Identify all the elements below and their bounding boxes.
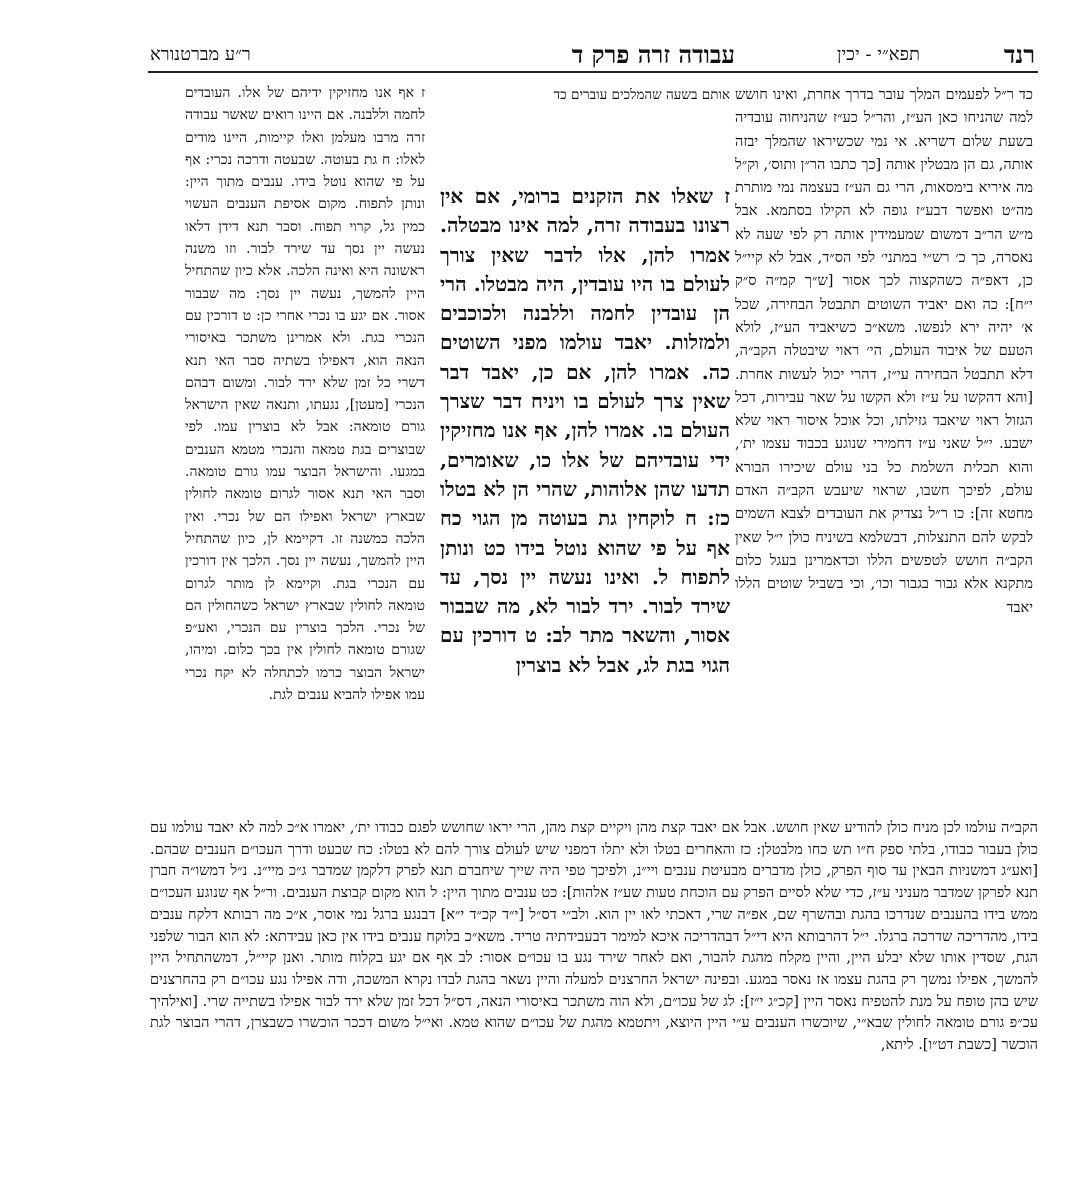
page-title: עבודה זרה פרק ד (571, 40, 735, 69)
commentary-reference: תפא״י - יכין (836, 44, 920, 65)
right-commentary-column (735, 84, 1033, 809)
page-number: רנד (1003, 40, 1035, 69)
mishna-text: ז שאלו את הזקנים ברומי, אם אין רצונו בעבודה זרה, למה אינו מבטלה. אמרו להן, אלו לדבר שאין צורך לעולם בו היו עובדין, היה מבטלו. הרי הן עובדין לחמה וללבנה ולכוכבים ולמזלות. יאבד עולמו מפני השוטים כה. אמרו להן, אם כן, יאבד דבר שאין צרך לעולם בו ויניח דבר שצרך העולם בו. אמרו להן, אף אנו מחזיקין ידי עובדיהם של אלו כו, שאומרים, תדעו שהן אלוהות, שהרי הן לא בטלו כז: ח לוקחין גת בעוטה מן הגוי כח אף על פי שהוא נוטל בידו כט ונותן לתפוח ל. ואינו נעשה יין נסך, עד שירד לבור. ירד לבור לא, מה שבבור אסור, והשאר מתר לב: ט דורכין עם הגוי בגת לג, אבל לא בוצרין (440, 184, 730, 677)
bottom-commentary-text: הקב״ה עולמו לכן מניח כולן להודיע שאין חושש. אבל אם יאבד קצת מהן ויקיים קצת מהן, הרי יראו שחושש לפגם כבודו ית׳, יאמרו א״כ למה לא יאבד עולמו עם כולן בעבור כבודו, בלתי ספק ח״ו תש כחו מלבטלן: כז והאחרים בטלו ולא יתלו דמפני שיש לעולם צורך להם לא בטלו: כח שבעט ודרך העכו״ם הענבים שבהם. [ואע״ג דמשניות הבאין עד סוף הפרק, כולן מדברים מבעיטת ענבים ויי״נ, ולפיכך טפי היה שייך שיחברם תנא לפרק דלקמן שמדבר ג״כ מיי״נ. נ״ל דמשו״ה חברן תנא לפרקן שמדבר מעניני ע״ז, כדי שלא לסיים הפרק עם הוכחת טעות שע״ז אלהות]: כט ענבים מתוך היין: ל הוא מקום קבוצת הענבים. ור״ל אף שנוגע העכו״ם ממש בידו בהענבים שנדרכו בהגת ובהשרף שם, אפ״ה שרי, דאכתי לאו יין הוא. ולב״י דס״ל [י״ד קכ״ד י״א] דבנגע ברגל נמי אוסר, א״כ מה רבותא דלקח ענבים בידו, מהדריכה שדרכה ברגלו. י״ל דהרבותא היא די״ל דבהדריכה איכא למימר דבעבידתיה טריד. משא״כ בלוקח ענבים בידו אין כאן עבידתא: לא הוא הבור שלפני הגת, שסדין אותו שלא יבלע היין, והיין מקלח מהגת להבור, ואם לאחר שירד נגע בו עכו״ם אסור: לב אף אם יגע בקלוח מותר. ואנן קיי״ל, דמשהתחיל היין להמשך, אפילו נמשך רק בהגת עצמו אז נאסר במגע. ובפינה ישראל החרצנים למעלה והיין נשאר בהגת לבדו נקרא המשכה, ודה אפילו נגע עכו״ם רק בהחרצנים שיש בהן טופח על מנת להטפיח נאסר היין [קכ״ג י״ז]: לג של עכו״ם, ולא הוה משתכר באיסורי הנאה, דס״ל דכל זמן שלא ירד לבור אפילו בשתייה שרי. [ואילהיך עכ״פ גורם טומאה לחולין שבא״י, שיוכשרו הענבים ע״י היין היוצא, ויתטמא מהגת של עכו״ם שהוא טמא. ואי״ל משום דככר הוכשרו כשבצרן, דהרי הבוצר לגת הוכשר [כשבת דט״ו]. ליתא, (150, 820, 1038, 1054)
mishna-intro-text: אותם בשעה שהמלכים עוברים כד (553, 87, 730, 103)
right-commentary-text: כד ר״ל לפעמים המלך עובר בדרך אחרת, ואינו חושש למה שהניחו כאן הע״ז, והר״ל כע״ז שהניחוה עובדיה בשעת שלום דשריא. אי נמי שכשיראו שהמלך יבזה אותה, גם הן מבטלין אותה [כך כתבו הר״ן ותוס׳, וק״ל מה איריא בימסאות, הרי גם הע״ז בעצמה נמי מותרת מה״ט ואפשר דבע״ז גופה לא הקילו בסתמא. אבל מ״ש הר״ב דמשום שמעמידין אותה רק לפי שעה לא נאסרה, כך כ׳ רש״י במתני׳ לפי הס״ד, אבל לא קיי״ל כן, דאפ״ה כשהקצוה לכך אסור [ש״ך קמ״ה ס״ק י״ח]: כה ואם יאביד השוטים תתבטל הבחירה, שכל א׳ יהיה ירא לנפשו. משא״כ כשיאביד הע״ז, לולא הטעם של איבוד העולם, הי׳ ראוי שיבטלה הקב״ה, דלא תתבטל הבחירה עי״ז, דהרי יכול לעשות אחרת. [והא דהקשו על ע״ז ולא הקשו על שאר עבירות, דכל הגזול ראוי שיאבד גזילתו, וכל אוכל איסור ראוי שלא ישבע. י״ל שאני ע״ז דחמירי שנוגע בכבוד עצמו ית׳, והוא תכלית השלמת כל בני עולם שיכירו הבורא עולם, לפיכך חשבו, שראוי שיעבש הקב״ה האדם מחטא זה]: כו ר״ל נצדיק את העובדים לצבא השמים לבקש להם התנצלות, דבשלמא בשיניח כולן י״ל שאין הקב״ה חושש לטפשים הללו וכדאמרינן בעגל כלום מתקנא אלא גבור בגבור וכו׳, וכי בשביל שוטים הללו יאבד (735, 87, 1033, 616)
mishna-column (440, 182, 730, 802)
commentator-name: ר״ע מברטנורא (150, 44, 251, 65)
bottom-commentary-block (150, 818, 1038, 1080)
page-header (150, 38, 1035, 72)
mishna-intro-block (430, 84, 730, 178)
left-commentary-column (185, 82, 425, 787)
header-rule (148, 71, 1038, 73)
left-commentary-text: ז אף אנו מחזיקין ידיהם של אלו. העובדים לחמה וללבנה. אם היינו רואים שאשר עבודה זרה מרבו מעלמן ואלו קיימות, היינו מודים לאלו: ח גת בעוטה. שבעטה ודרכה נכרי: אף על פי שהוא נוטל בידו. ענבים מתוך היין: ונותן לתפוח. מקום אסיפת הענבים העשוי כמין גל, קרוי תפוח. וסבר תנא דידן דלאו נעשה יין נסך עד שירד לבור. וזו משנה ראשונה היא ואינה הלכה. אלא כיון שהתחיל היין להמשך, נעשה יין נסך: מה שבבור אסור. אם יגע בו נכרי אחרי כן: ט דורכין עם הנכרי בגת. ולא אמרינן משתכר באיסורי הנאה הוא, דאפילו בשתיה סבר האי תנא דשרי כל זמן שלא ירד לבור. ומשום דבהם הנכרי [מעטן], נגעתו, ותנאה שאין הישראל גורם טומאה: אבל לא בוצרין עמו. לפי שבוצרים בגת טמאה והנכרי מטמא הענבים במגעו. והישראל הבוצר עמו גורם טומאה. וסבר האי תנא אסור לגרום טומאה לחולין שבארץ ישראל ואפילו הם של נכרי. ואין הלכה כמשנה זו. דקיימא לן, כיון שהתחיל היין להמשך, נעשה יין נסך. הלכך אין דורכין עם הנכרי בגת. וקיימא לן מותר לגרום טומאה לחולין שבארץ ישראל כשהחולין הם של נכרי. הלכך בוצרין עם הנכרי, ואע״פ שגורם טומאה לחולין אין בכך כלום. ומיהו, ישראל הבוצר כרמו לכתחלה לא יקח נכרי עמו אפילו להביא ענבים לגת. (185, 85, 425, 704)
